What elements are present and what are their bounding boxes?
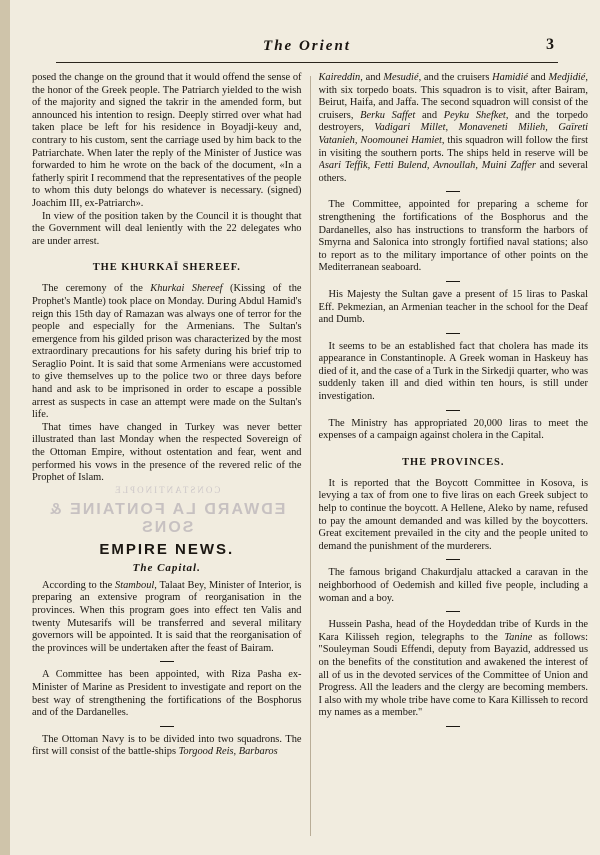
- separator-dash: [446, 333, 460, 334]
- column-divider: [310, 76, 311, 836]
- page-header: [34, 28, 580, 68]
- paragraph: The Ministry has appropriated 20,000 liras to meet the expenses of a campaign against cholera in the Capital.: [318, 417, 588, 442]
- paragraph: That times have changed in Turkey was never better illustrated than last Monday when the respected Sovereign of the Ottoman Empire, without ostentation and fear, went and performed his vows in the presence of the revered relic of the Prophet of Islam.: [32, 421, 302, 484]
- paragraph: The ceremony of the Khurkai Shereef (Kissing of the Prophet's Mantle) took place on Monday. During Abdul Hamid's reign this 15th day of Ramazan was always one of terror for the people and especially for the Armenians. The Sultan's emergence from his gilded prison was characterized by the most extraordinary precautions for his safety during his brief trip to Seraglio Point. It is said that some Armenians were accustomed to give themselves up to the police two or three days before hand and ask to be imprisoned in order to escape a possible arrest as suspects in case an attempt were made on the Sultan's life.: [32, 283, 302, 421]
- section-title-empire-news: EMPIRE NEWS.: [99, 540, 235, 558]
- right-column: [319, 72, 589, 842]
- paragraph: The Ottoman Navy is to be divided into two squadrons. The first will consist of the battle-ships Torgood Reis, Barbaros: [32, 733, 302, 758]
- paragraph: Kaireddin, and Mesudié, and the cruisers Hamidié and Medjidié, with six torpedo boats. This squadron is to visit, after Bairam, Beirut, Haifa, and Jaffa. The second squadron will consist of the cruisers, Berku Saffet and Peyku Shefket, and the torpedo destroyers, Vadigari Millet, Monaveneti Milieh, Gaïreti Vatanieh, Noomounei Hamiet, this squadron will follow the first in visiting the southern ports. The ships held in reserve will be Asari Teffik, Fetti Bulend, Avnoullah, Muini Zaffer and several others.: [318, 72, 588, 184]
- separator-dash: [160, 661, 174, 662]
- section-title-provinces: THE PROVINCES.: [402, 456, 505, 468]
- separator-dash: [446, 726, 460, 727]
- paragraph: According to the Stamboul, Talaat Bey, Minister of Interior, is preparing an extensive program of reorganisation in the provinces. When this program goes into effect ten Valis and twenty Mutesarifs will be transferred and several military governors will be appointed. It is said that the reorganisation of the provinces will be undertaken after the feast of Bairam.: [32, 579, 302, 654]
- separator-dash: [446, 281, 460, 282]
- paragraph: Hussein Pasha, head of the Hoydeddan tribe of Kurds in the Kara Kilisseh region, telegraphs to the Tanine as follows: "Souleyman Soudi Effendi, deputy from Bayazid, addressed us on the benefits of the constitution and awakened the interest of all of us in the devoted services of the Committee of Union and Progress. All the leaders and the clergy are becoming members. I also with my whole tribe have come to Kara Killisseh to record my names as a member.": [318, 619, 588, 719]
- publication-title: The Orient: [263, 38, 351, 54]
- separator-dash: [446, 410, 460, 411]
- paragraph: It is reported that the Boycott Committee in Kosova, is levying a tax of from one to five liras on each Greek subject to help to continue the boycott. A Hellene, Aleko by name, refused to pay the amount demanded and was killed by the boycotters. Great excitement prevailed in the city and the people united to demand the punishment of the murderers.: [318, 477, 588, 552]
- bleed-through-text: CONSTANTINOPLE: [113, 484, 221, 495]
- separator-dash: [446, 611, 460, 612]
- page-number: 3: [546, 36, 554, 53]
- separator-dash: [446, 191, 460, 192]
- subsection-title-capital: The Capital.: [132, 561, 201, 574]
- article-columns: [32, 72, 588, 842]
- left-column: [32, 72, 302, 842]
- paragraph: It seems to be an established fact that cholera has made its appearance in Constantinople. A Greek woman in Haskeuy has died of it, and the case of a Turk in the Sirkedji quarter, who was suddenly taken ill and died within ten hours, is still under investigation.: [318, 340, 588, 403]
- separator-dash: [446, 559, 460, 560]
- paragraph: The Committee, appointed for preparing a scheme for strengthening the fortifications of the Bosphorus and the Dardanelles, also has instructions to transform the harbors of Smyrna and Salonica into strongly fortified naval stations; also to report as to the military importance of other points on the Mediterranean seaboard.: [318, 199, 588, 274]
- paragraph: In view of the position taken by the Council it is thought that the Government will deal leniently with the 22 delegates who are under arrest.: [32, 210, 302, 247]
- header-rule: [56, 62, 558, 63]
- paragraph: The famous brigand Chakurdjalu attacked a caravan in the neighborhood of Oedemish and killed five people, including a woman and a boy.: [318, 567, 588, 604]
- separator-dash: [160, 726, 174, 727]
- bleed-through-text: EDWARD LA FONTAINE & SONS: [48, 500, 286, 536]
- paragraph: posed the change on the ground that it would offend the sense of the honor of the Greek people. The Patriarch yielded to the wish of the majority and signed the takrir in the amended form, but announced his intention to resign. Deeply stirred over what had taken place be left for his residence in Boyadji-keuy and, contrary to his custom, sent the carriage used by him back to the Patriarchate. When later the reply of the Minister of Justice was forwarded to him he wrote on the back of the document, «In a fatherly spirit I recommend that the representatives of the people to whom this duty belongs do whatever is necessary. (signed) Joachim III, ex-Patriarch».: [32, 72, 302, 209]
- paragraph: A Committee has been appointed, with Riza Pasha ex-Minister of Marine as President to investigate and report on the best way of strengthening the fortifications of the Bosphorus and of the Dardanelles.: [32, 669, 302, 719]
- section-title-khurkai-shereef: THE KHURKAÏ SHEREEF.: [92, 262, 241, 274]
- paragraph: His Majesty the Sultan gave a present of 15 liras to Paskal Eff. Pekmezian, an Armenian teacher in the school for the Deaf and Dumb.: [318, 288, 588, 326]
